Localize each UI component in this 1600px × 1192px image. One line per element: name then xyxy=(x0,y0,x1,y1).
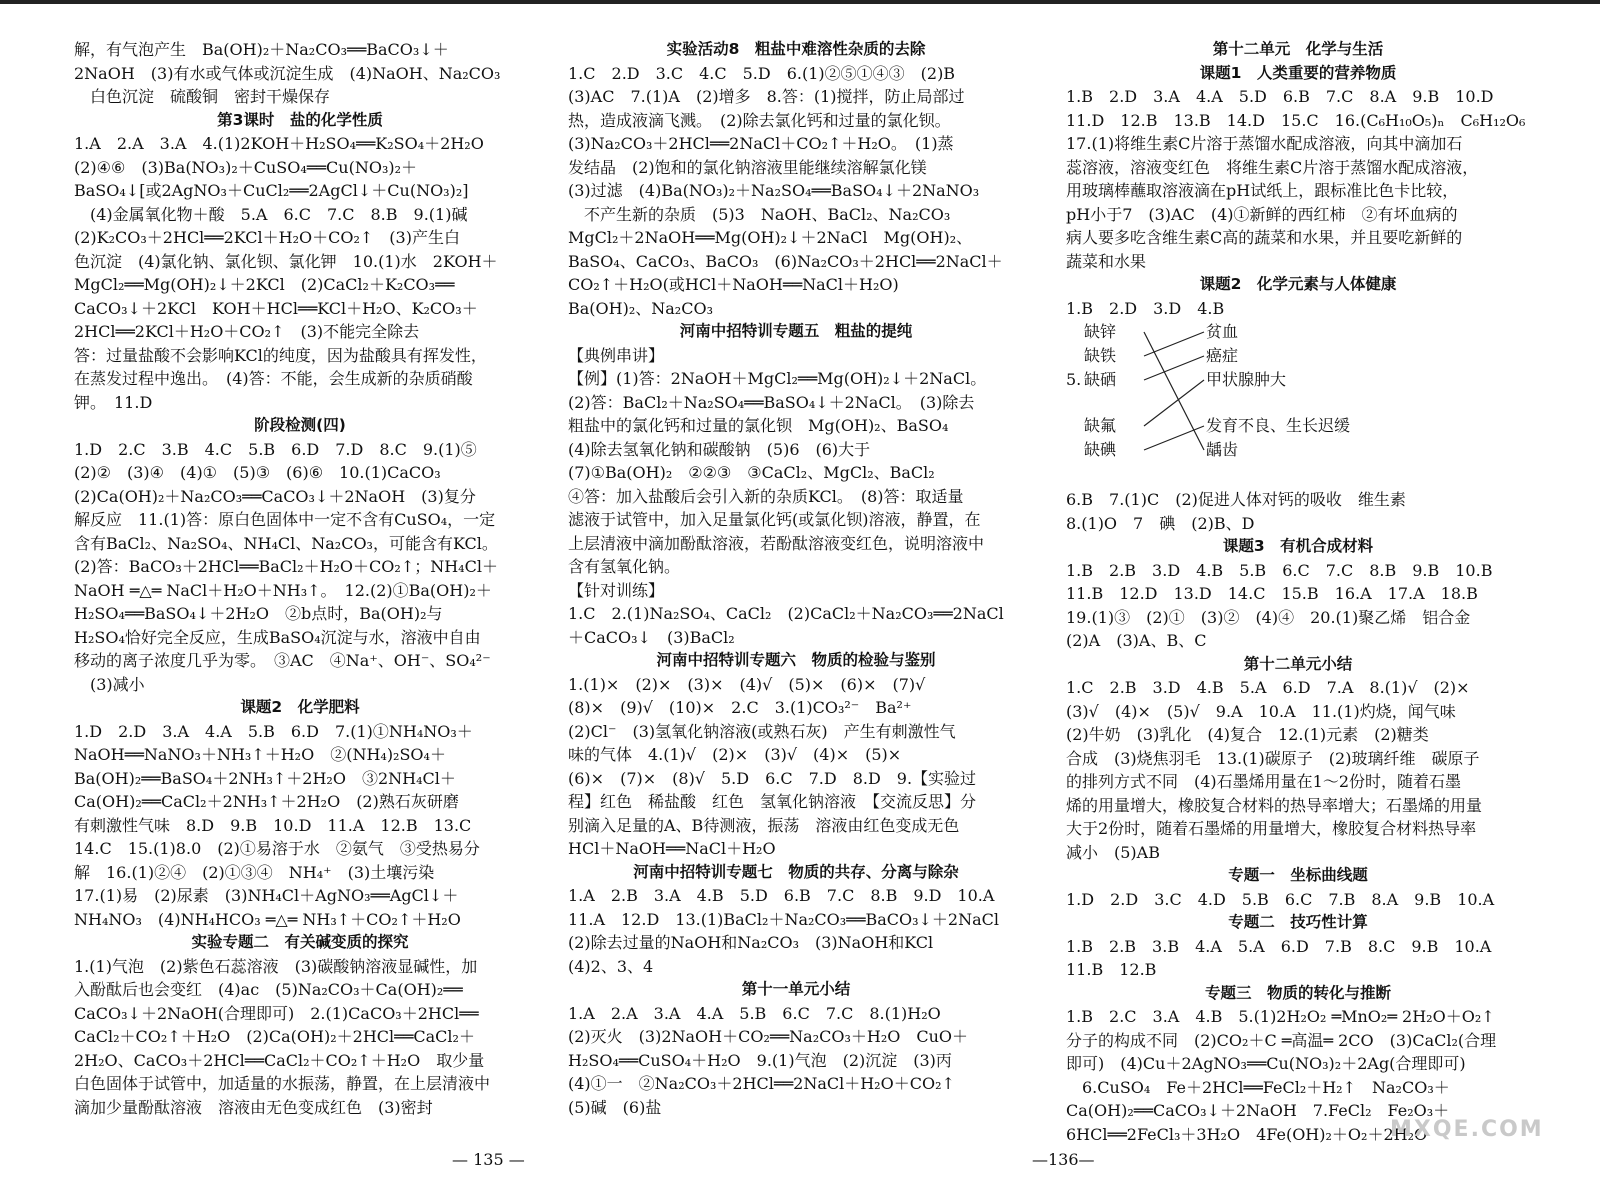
answer-line: NaOH══NaNO₃＋NH₃↑＋H₂O ②(NH₄)₂SO₄＋ xyxy=(74,745,446,764)
top-border xyxy=(0,0,1600,4)
answer-line: (2)④⑥ (3)Ba(NO₃)₂＋CuSO₄══Cu(NO₃)₂＋ xyxy=(74,157,418,177)
answer-line: 大于2份时，随着石墨烯的用量增大，橡胶复合材料热导率 xyxy=(1066,819,1477,838)
section-heading: 第十二单元小结 xyxy=(1243,654,1353,673)
answer-line: (2)A (3)A、B、C xyxy=(1066,631,1207,650)
answer-line: HCl＋NaOH══NaCl＋H₂O xyxy=(568,839,776,858)
section-heading: 第十二单元 化学与生活 xyxy=(1212,40,1384,58)
answer-line: 白色固体于试管中，加适量的水振荡，静置，在上层清液中 xyxy=(74,1074,491,1093)
answer-line: CaCO₃↓＋2NaOH(合理即可) 2.(1)CaCO₃＋2HCl══ xyxy=(74,1003,479,1023)
match-left-2: 缺铁 xyxy=(1084,346,1117,365)
answer-line: 白色沉淀 硫酸铜 密封干燥保存 xyxy=(74,87,331,106)
match-right-1: 贫血 xyxy=(1206,322,1239,341)
section-heading: 课题1 人类重要的营养物质 xyxy=(1199,63,1397,82)
answer-line: 减小 (5)AB xyxy=(1066,842,1160,862)
answer-line: (4)除去氢氧化钠和碳酸钠 (5)6 (6)大于 xyxy=(568,439,871,459)
answer-line: (2)灭火 (3)2NaOH＋CO₂══Na₂CO₃＋H₂O CuO＋ xyxy=(568,1027,969,1046)
answer-line: 热，造成液滴飞溅。 (2)除去氯化钙和过量的氯化钡。 xyxy=(568,110,951,130)
answer-line: 味的气体 4.(1)√ (2)× (3)√ (4)× (5)× xyxy=(568,745,902,764)
answer-line: 1.D 2.C 3.B 4.C 5.B 6.D 7.D 8.C 9.(1)⑤ xyxy=(74,439,477,459)
answer-line: (4)2、3、4 xyxy=(568,956,654,976)
answer-line: Ca(OH)₂══CaCO₃↓＋2NaOH 7.FeCl₂ Fe₂O₃＋ xyxy=(1066,1101,1450,1120)
answer-line: 解反应 11.(1)答：原白色固体中一定不含有CuSO₄，一定 xyxy=(74,510,496,529)
answer-line: 2HCl══2KCl＋H₂O＋CO₂↑ (3)不能完全除去 xyxy=(74,322,420,341)
answer-line: 色沉淀 (4)氯化钠、氯化钡、氯化钾 10.(1)水 2KOH＋ xyxy=(74,251,498,271)
answer-line: 粗盐中的氯化钙和过量的氯化钡 Mg(OH)₂、BaSO₄ xyxy=(568,416,949,435)
answer-line: 蔬菜和水果 xyxy=(1066,251,1147,271)
answer-line: 合成 (3)烧焦羽毛 13.(1)碳原子 (2)玻璃纤维 碳原子 xyxy=(1066,748,1480,768)
match-right-5: 龋齿 xyxy=(1206,440,1239,459)
answer-line: (8)× (9)√ (10)× 2.C 3.(1)CO₃²⁻ Ba²⁺ xyxy=(568,698,912,717)
match-prefix: 5. xyxy=(1066,370,1082,389)
answer-line: 解 16.(1)②④ (2)①③④ NH₄⁺ (3)土壤污染 xyxy=(74,862,435,882)
answer-line: 1.B 2.B 3.D 4.B 5.B 6.C 7.C 8.B 9.B 10.B xyxy=(1066,560,1493,580)
answer-line: (3)√ (4)× (5)√ 9.A 10.A 11.(1)灼烧，闻气味 xyxy=(1066,701,1456,721)
answer-line: 6.B 7.(1)C (2)促进人体对钙的吸收 维生素 xyxy=(1066,490,1406,509)
match-right-2: 癌症 xyxy=(1206,346,1239,365)
answer-line: 17.(1)将维生素C片溶于蒸馏水配成溶液，向其中滴加石 xyxy=(1066,134,1463,153)
section-heading: 河南中招特训专题六 物质的检验与鉴别 xyxy=(656,651,936,669)
answer-line: (2)② (3)④ (4)① (5)③ (6)⑥ 10.(1)CaCO₃ xyxy=(74,463,441,482)
answer-line: 【典例串讲】 xyxy=(568,345,665,365)
answer-line: 滴加少量酚酞溶液 溶液由无色变成红色 (3)密封 xyxy=(74,1097,433,1117)
answer-line: MgCl₂＋2NaOH══Mg(OH)₂↓＋2NaCl Mg(OH)₂、 xyxy=(568,228,973,247)
answer-line: 移动的离子浓度几乎为零。 ③AC ④Na⁺、OH⁻、SO₄²⁻ xyxy=(74,651,491,670)
answer-line: 1.(1)× (2)× (3)× (4)√ (5)× (6)× (7)√ xyxy=(568,674,926,694)
section-heading: 专题二 技巧性计算 xyxy=(1228,913,1368,931)
answer-line: 1.A 2.A 3.A 4.A 5.B 6.C 7.C 8.(1)H₂O xyxy=(568,1003,941,1023)
answer-line: 1.A 2.A 3.A 4.(1)2KOH＋H₂SO₄══K₂SO₄＋2H₂O xyxy=(74,134,484,153)
column-middle xyxy=(568,38,1024,1119)
answer-line: (2)Ca(OH)₂＋Na₂CO₃══CaCO₃↓＋2NaOH (3)复分 xyxy=(74,486,476,506)
answer-line: 1.D 2.D 3.A 4.A 5.B 6.D 7.(1)①NH₄NO₃＋ xyxy=(74,721,473,741)
answer-line: 11.B 12.D 13.D 14.C 15.B 16.A 17.A 18.B xyxy=(1066,584,1478,603)
answer-line: 钾。 11.D xyxy=(74,392,153,412)
deficiency-matching xyxy=(1066,320,1530,488)
answer-line: 11.A 12.D 13.(1)BaCl₂＋Na₂CO₃══BaCO₃↓＋2NaCl xyxy=(568,909,1000,929)
answer-line: CaCO₃↓＋2KCl KOH＋HCl══KCl＋H₂O、K₂CO₃＋ xyxy=(74,298,478,318)
answer-line: 1.C 2.D 3.C 4.C 5.D 6.(1)②⑤①④③ (2)B xyxy=(568,63,956,83)
answer-line: MgCl₂══Mg(OH)₂↓＋2KCl (2)CaCl₂＋K₂CO₃══ xyxy=(74,275,455,294)
column-right-top xyxy=(1066,38,1530,320)
answer-line: 烯的用量增大，橡胶复合材料的热导率增大；石墨烯的用量 xyxy=(1066,795,1483,815)
answer-line: 17.(1)易 (2)尿素 (3)NH₄Cl＋AgNO₃══AgCl↓＋ xyxy=(74,886,459,905)
answer-line: 即可) (4)Cu＋2AgNO₃══Cu(NO₃)₂＋2Ag(合理即可) xyxy=(1066,1054,1466,1073)
answer-line: (2)K₂CO₃＋2HCl══2KCl＋H₂O＋CO₂↑ (3)产生白 xyxy=(74,228,460,247)
answer-line: 【例】(1)答：2NaOH＋MgCl₂══Mg(OH)₂↓＋2NaCl。 xyxy=(568,369,987,388)
answer-line: (3)Na₂CO₃＋2HCl══2NaCl＋CO₂↑＋H₂O。 (1)蒸 xyxy=(568,134,954,153)
section-heading: 课题2 化学元素与人体健康 xyxy=(1199,275,1397,293)
match-left-4: 缺氟 xyxy=(1084,416,1117,435)
answer-line: pH小于7 (3)AC (4)①新鲜的西红柿 ②有坏血病的 xyxy=(1066,204,1458,224)
section-heading: 第十一单元小结 xyxy=(741,980,851,998)
answer-line: (5)碱 (6)盐 xyxy=(568,1097,662,1117)
page-number-left: — 135 — xyxy=(452,1150,525,1169)
watermark-logo: MXQE.COM xyxy=(1390,1117,1544,1142)
match-left-3: 缺硒 xyxy=(1084,370,1117,389)
answer-line: 含有BaCl₂、Na₂SO₄、NH₄Cl、Na₂CO₃，可能含有KCl。 xyxy=(74,533,498,553)
answer-line: Ca(OH)₂══CaCl₂＋2NH₃↑＋2H₂O (2)熟石灰研磨 xyxy=(74,792,459,811)
answer-line: 有刺激性气味 8.D 9.B 10.D 11.A 12.B 13.C xyxy=(74,815,472,835)
answer-line: 不产生新的杂质 (5)3 NaOH、BaCl₂、Na₂CO₃ xyxy=(568,204,951,224)
answer-line: (7)①Ba(OH)₂ ②②③ ③CaCl₂、MgCl₂、BaCl₂ xyxy=(568,463,935,482)
answer-line: 1.B 2.B 3.B 4.A 5.A 6.D 7.B 8.C 9.B 10.A xyxy=(1066,936,1492,956)
column-right xyxy=(1066,38,1530,1146)
answer-line: 病人要多吃含维生素C高的蔬菜和水果，并且要吃新鲜的 xyxy=(1066,228,1463,247)
answer-line: 1.A 2.B 3.A 4.B 5.D 6.B 7.C 8.B 9.D 10.A xyxy=(568,886,995,905)
answer-line: 8.(1)O 7 碘 (2)B、D xyxy=(1066,513,1255,533)
match-right-3: 甲状腺肿大 xyxy=(1206,370,1287,389)
answer-line: 2H₂O、CaCO₃＋2HCl══CaCl₂＋CO₂↑＋H₂O 取少量 xyxy=(74,1050,485,1070)
section-heading: 河南中招特训专题五 粗盐的提纯 xyxy=(679,322,913,340)
answer-line: 发结晶 (2)饱和的氯化钠溶液里能继续溶解氯化镁 xyxy=(568,157,927,177)
answer-line: 的排列方式不同 (4)石墨烯用量在1～2份时，随着石墨 xyxy=(1066,772,1462,791)
answer-line: (4)①一 ②Na₂CO₃＋2HCl══2NaCl＋H₂O＋CO₂↑ xyxy=(568,1074,955,1093)
answer-line: (2)答：BaCO₃＋2HCl══BaCl₂＋H₂O＋CO₂↑；NH₄Cl＋ xyxy=(74,557,498,576)
section-heading: 第3课时 盐的化学性质 xyxy=(217,110,383,129)
answer-line: 11.D 12.B 13.B 14.D 15.C 16.(C₆H₁₀O₅)ₙ C₆H₁₂O₆ xyxy=(1066,110,1526,130)
answer-line: H₂SO₄══BaSO₄↓＋2H₂O ②b点时，Ba(OH)₂与 xyxy=(74,604,443,623)
answer-line: BaSO₄↓[或2AgNO₃＋CuCl₂══2AgCl↓＋Cu(NO₃)₂] xyxy=(74,181,469,200)
page-number-right: —136— xyxy=(1032,1150,1095,1169)
answer-line: 程】红色 稀盐酸 红色 氢氧化钠溶液 【交流反思】分 xyxy=(568,792,977,811)
answer-line: 用玻璃棒蘸取溶液滴在pH试纸上，跟标准比色卡比较， xyxy=(1066,181,1459,200)
answer-line: (2)答：BaCl₂＋Na₂SO₄══BaSO₄↓＋2NaCl。 (3)除去 xyxy=(568,392,975,412)
answer-line: 【针对训练】 xyxy=(568,580,665,600)
answer-line: 1.D 2.D 3.C 4.D 5.B 6.C 7.B 8.A 9.B 10.A xyxy=(1066,889,1495,909)
match-left-5: 缺碘 xyxy=(1084,440,1117,459)
answer-line: (2)牛奶 (3)乳化 (4)复合 12.(1)元素 (2)糖类 xyxy=(1066,725,1429,744)
answer-line: 解，有气泡产生 Ba(OH)₂＋Na₂CO₃══BaCO₃↓＋ xyxy=(74,40,449,59)
answer-line: CaCl₂＋CO₂↑＋H₂O (2)Ca(OH)₂＋2HCl══CaCl₂＋ xyxy=(74,1027,475,1046)
answer-line: 6HCl══2FeCl₃＋3H₂O 4Fe(OH)₂＋O₂＋2H₂O xyxy=(1066,1124,1428,1144)
match-left-1: 缺锌 xyxy=(1084,322,1117,341)
answer-line: 1.B 2.D 3.D 4.B xyxy=(1066,298,1225,318)
answer-line: 1.C 2.B 3.D 4.B 5.A 6.D 7.A 8.(1)√ (2)× xyxy=(1066,678,1470,697)
matching-lines xyxy=(1066,320,1530,488)
answer-line: ④答：加入盐酸后会引入新的杂质KCl。 (8)答：取适量 xyxy=(568,486,964,506)
answer-line: 11.B 12.B xyxy=(1066,960,1157,979)
answer-line: ＋CaCO₃↓ (3)BaCl₂ xyxy=(568,627,735,647)
answer-line: 2NaOH (3)有水或气体或沉淀生成 (4)NaOH、Na₂CO₃ xyxy=(74,63,501,83)
answer-line: BaSO₄、CaCO₃、BaCO₃ (6)Na₂CO₃＋2HCl══2NaCl＋ xyxy=(568,251,1003,271)
answer-line: 分子的构成不同 (2)CO₂＋C ═高温═ 2CO (3)CaCl₂(合理 xyxy=(1066,1030,1497,1050)
answer-line: 在蒸发过程中逸出。 (4)答：不能，会生成新的杂质硝酸 xyxy=(74,369,473,388)
answer-line: (6)× (7)× (8)√ 5.D 6.C 7.D 8.D 9.【实验过 xyxy=(568,768,977,788)
answer-line: 1.B 2.C 3.A 4.B 5.(1)2H₂O₂ ═MnO₂═ 2H₂O＋O₂↑ xyxy=(1066,1007,1495,1026)
answer-line: 答：过量盐酸不会影响KCl的纯度，因为盐酸具有挥发性， xyxy=(74,345,487,365)
answer-line: 14.C 15.(1)8.0 (2)①易溶于水 ②氨气 ③受热易分 xyxy=(74,839,480,858)
match-right-4: 发育不良、生长迟缓 xyxy=(1206,416,1351,435)
column-left xyxy=(74,38,526,1119)
section-heading: 阶段检测(四) xyxy=(254,416,346,434)
answer-line: 19.(1)③ (2)① (3)② (4)④ 20.(1)聚乙烯 铝合金 xyxy=(1066,607,1471,627)
answer-line: (4)金属氧化物＋酸 5.A 6.C 7.C 8.B 9.(1)碱 xyxy=(74,204,468,224)
answer-line: 入酚酞后也会变红 (4)ac (5)Na₂CO₃＋Ca(OH)₂══ xyxy=(74,980,463,999)
answer-line: (3)减小 xyxy=(74,674,145,694)
section-heading: 专题一 坐标曲线题 xyxy=(1228,866,1368,884)
section-heading: 实验专题二 有关碱变质的探究 xyxy=(191,933,409,951)
section-heading: 课题2 化学肥料 xyxy=(240,698,360,716)
section-heading: 课题3 有机合成材料 xyxy=(1222,537,1374,555)
answer-line: Ba(OH)₂、Na₂CO₃ xyxy=(568,298,713,318)
section-heading: 实验活动8 粗盐中难溶性杂质的去除 xyxy=(666,40,926,58)
answer-line: 6.CuSO₄ Fe＋2HCl══FeCl₂＋H₂↑ Na₂CO₃＋ xyxy=(1066,1077,1450,1097)
answer-line: 别滴入足量的A、B待测液，振荡 溶液由红色变成无色 xyxy=(568,815,960,835)
answer-line: 上层清液中滴加酚酞溶液，若酚酞溶液变红色，说明溶液中 xyxy=(568,533,985,553)
answer-line: (3)过滤 (4)Ba(NO₃)₂＋Na₂SO₄══BaSO₄↓＋2NaNO₃ xyxy=(568,181,980,200)
answer-line: (2)Cl⁻ (3)氢氧化钠溶液(或熟石灰) 产生有刺激性气 xyxy=(568,721,956,741)
answer-line: H₂SO₄══CuSO₄＋H₂O 9.(1)气泡 (2)沉淀 (3)丙 xyxy=(568,1050,952,1070)
section-heading: 专题三 物质的转化与推断 xyxy=(1204,983,1391,1002)
answer-line: 1.C 2.(1)Na₂SO₄、CaCl₂ (2)CaCl₂＋Na₂CO₃══2NaCl xyxy=(568,604,1004,623)
answer-line: NaOH ═△═ NaCl＋H₂O＋NH₃↑。 12.(2)①Ba(OH)₂＋ xyxy=(74,580,492,600)
answer-line: 滤液于试管中，加入足量氯化钙(或氯化钡)溶液，静置，在 xyxy=(568,510,981,529)
section-heading: 河南中招特训专题七 物质的共存、分离与除杂 xyxy=(633,862,959,881)
answer-line: 1.B 2.D 3.A 4.A 5.D 6.B 7.C 8.A 9.B 10.D xyxy=(1066,87,1494,106)
answer-line: CO₂↑＋H₂O(或HCl＋NaOH══NaCl＋H₂O) xyxy=(568,275,899,294)
answer-line: NH₄NO₃ (4)NH₄HCO₃ ═△═ NH₃↑＋CO₂↑＋H₂O xyxy=(74,909,461,929)
answer-line: 含有氢氧化钠。 xyxy=(568,557,681,576)
answer-line: (3)AC 7.(1)A (2)增多 8.答：(1)搅拌，防止局部过 xyxy=(568,87,965,106)
answer-line: (2)除去过量的NaOH和Na₂CO₃ (3)NaOH和KCl xyxy=(568,933,934,952)
answer-line: H₂SO₄恰好完全反应，生成BaSO₄沉淀与水，溶液中自由 xyxy=(74,627,481,647)
answer-line: Ba(OH)₂══BaSO₄＋2NH₃↑＋2H₂O ③2NH₄Cl＋ xyxy=(74,768,456,788)
answer-line: 蕊溶液，溶液变红色 将维生素C片溶于蒸馏水配成溶液， xyxy=(1066,157,1479,177)
answer-line: 1.(1)气泡 (2)紫色石蕊溶液 (3)碳酸钠溶液显碱性，加 xyxy=(74,956,478,976)
column-right-bottom xyxy=(1066,488,1530,1146)
